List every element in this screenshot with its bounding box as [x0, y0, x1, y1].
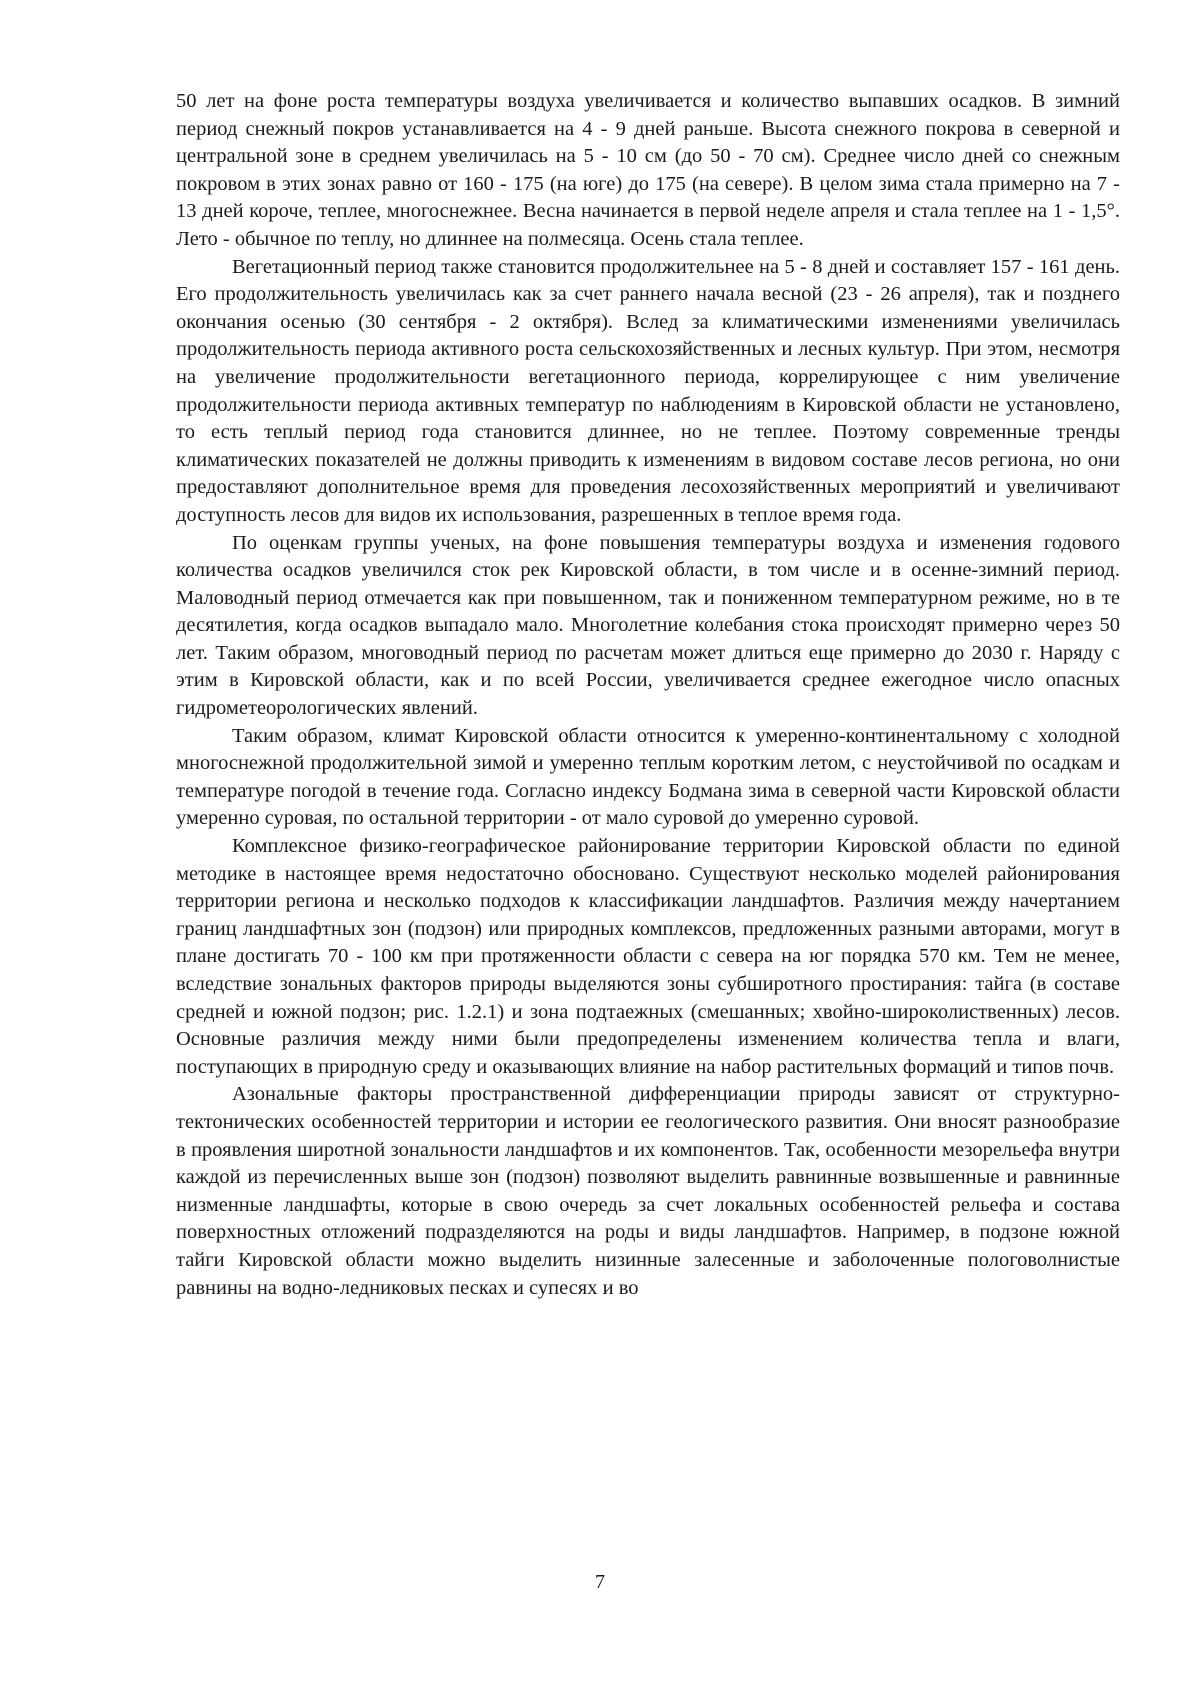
paragraph-continuation: 50 лет на фоне роста температуры воздуха увеличивается и количество выпавших осадков. В зимний период снежный покров устанавливается на 4 - 9 дней раньше. Высота снежного покрова в северной и центральной зоне в среднем увеличилась на 5 - 10 см (до 50 - 70 см). Среднее число дней со снежным покровом в этих зонах равно от 160 - 175 (на юге) до 175 (на севере). В целом зима стала примерно на 7 - 13 дней короче, теплее, многоснежнее. Весна начинается в первой неделе апреля и стала теплее на 1 - 1,5°. Лето - обычное по теплу, но длиннее на полмесяца. Осень стала теплее.: [176, 90, 1120, 250]
body-text: [176, 88, 1120, 1302]
paragraph-climate-summary: Таким образом, климат Кировской области относится к умеренно-континентальному с холодной многоснежной продолжительной зимой и умеренно теплым коротким летом, с неустойчивой по осадкам и температуре погодой в течение года. Согласно индексу Бодмана зима в северной части Кировской области умеренно суровая, по остальной территории - от мало суровой до умеренно суровой.: [176, 724, 1120, 830]
paragraph-zoning: Комплексное физико-географическое районирование территории Кировской области по единой методике в настоящее время недостаточно обосновано. Существуют несколько моделей районирования территории региона и несколько подходов к классификации ландшафтов. Различия между начертанием границ ландшафтных зон (подзон) или природных комплексов, предложенных разными авторами, могут в плане достигать 70 - 100 км при протяженности области с севера на юг порядка 570 км. Тем не менее, вследствие зональных факторов природы выделяются зоны субширотного простирания: тайга (в составе средней и южной подзон; рис. 1.2.1) и зона подтаежных (смешанных; хвойно-широколиственных) лесов. Основные различия между ними были предопределены изменением количества тепла и влаги, поступающих в природную среду и оказывающих влияние на набор растительных формаций и типов почв.: [176, 835, 1120, 1078]
paragraph-vegetation-period: Вегетационный период также становится продолжительнее на 5 - 8 дней и составляет 157 - 161 день. Его продолжительность увеличилась как за счет раннего начала весной (23 - 26 апреля), так и позднего окончания осенью (30 сентября - 2 октября). Вслед за климатическими изменениями увеличилась продолжительность периода активного роста сельскохозяйственных и лесных культур. При этом, несмотря на увеличение продолжительности вегетационного периода, коррелирующее с ним увеличение продолжительности периода активных температур по наблюдениям в Кировской области не установлено, то есть теплый период года становится длиннее, но не теплее. Поэтому современные тренды климатических показателей не должны приводить к изменениям в видовом составе лесов региона, но они предоставляют дополнительное время для проведения лесохозяйственных мероприятий и увеличивают доступность лесов для видов их использования, разрешенных в теплое время года.: [176, 255, 1120, 526]
page-number: 7: [595, 1571, 605, 1593]
paragraph-river-runoff: По оценкам группы ученых, на фоне повышения температуры воздуха и изменения годового количества осадков увеличился сток рек Кировской области, в том числе и в осенне-зимний период. Маловодный период отмечается как при повышенном, так и пониженном температурном режиме, но в те десятилетия, когда осадков выпадало мало. Многолетние колебания стока происходят примерно через 50 лет. Таким образом, многоводный период по расчетам может длиться еще примерно до 2030 г. Наряду с этим в Кировской области, как и по всей России, увеличивается среднее ежегодное число опасных гидрометеорологических явлений.: [176, 531, 1120, 720]
paragraph-azonal-factors: Азональные факторы пространственной дифференциации природы зависят от структурно-тектонических особенностей территории и истории ее геологического развития. Они вносят разнообразие в проявления широтной зональности ландшафтов и их компонентов. Так, особенности мезорельефа внутри каждой из перечисленных выше зон (подзон) позволяют выделить равнинные возвышенные и равнинные низменные ландшафты, которые в свою очередь за счет локальных особенностей рельефа и состава поверхностных отложений подразделяются на роды и виды ландшафтов. Например, в подзоне южной тайги Кировской области можно выделить низинные залесенные и заболоченные пологоволнистые равнины на водно-ледниковых песках и супесях и во: [176, 1083, 1120, 1299]
